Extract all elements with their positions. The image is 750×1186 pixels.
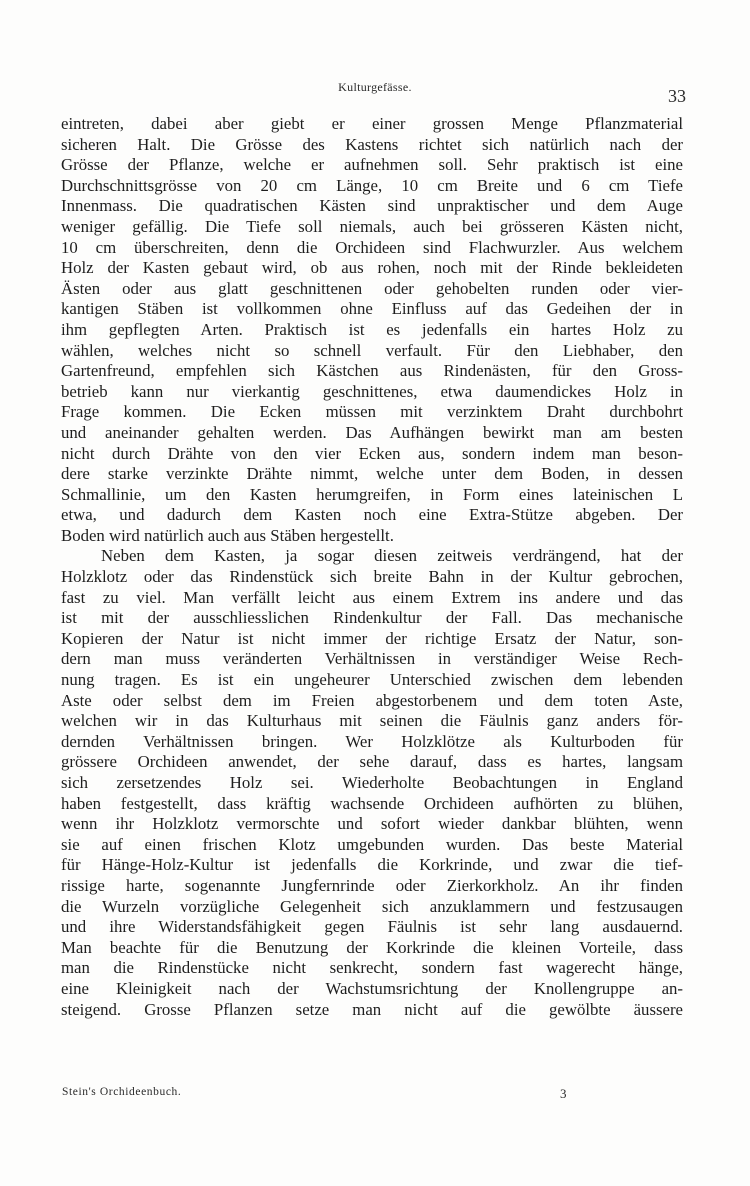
text-line: eine Kleinigkeit nach der Wachstumsrichtung der Knollengruppe an- xyxy=(61,978,683,998)
text-line: Holzklotz oder das Rindenstück sich breite Bahn in der Kultur gebrochen, xyxy=(61,567,683,587)
text-line: rissige harte, sogenannte Jungfernrinde oder Zierkorkholz. An ihr finden xyxy=(61,875,683,895)
text-line: man die Rindenstücke nicht senkrecht, sondern fast wagerecht hänge, xyxy=(61,958,683,978)
text-line: ist mit der ausschliesslichen Rindenkultur der Fall. Das mechanische xyxy=(61,608,683,628)
text-line: fast zu viel. Man verfällt leicht aus einem Extrem ins andere und das xyxy=(61,587,683,607)
text-line: nicht durch Drähte von den vier Ecken aus, sondern indem man beson- xyxy=(61,443,683,463)
text-line: Schmallinie, um den Kasten herumgreifen, in Form eines lateinischen L xyxy=(61,484,683,504)
text-line: etwa, und dadurch dem Kasten noch eine Extra-Stütze abgeben. Der xyxy=(61,505,683,525)
text-line: Neben dem Kasten, ja sogar diesen zeitweis verdrängend, hat der xyxy=(101,546,683,566)
text-line: Gartenfreund, empfehlen sich Kästchen aus Rindenästen, für den Gross- xyxy=(61,361,683,381)
text-line: steigend. Grosse Pflanzen setze man nicht auf die gewölbte äussere xyxy=(61,999,683,1019)
text-line: sie auf einen frischen Klotz umgebunden wurden. Das beste Material xyxy=(61,834,683,854)
text-line: grössere Orchideen anwendet, der sehe darauf, dass es hartes, langsam xyxy=(61,752,683,772)
text-line: dere starke verzinkte Drähte nimmt, welche unter dem Boden, in dessen xyxy=(61,464,683,484)
text-line: sicheren Halt. Die Grösse des Kastens richtet sich natürlich nach der xyxy=(61,134,683,154)
text-line: welchen wir in das Kulturhaus mit seinen die Fäulnis ganz anders för- xyxy=(61,711,683,731)
text-line: dernden Verhältnissen bringen. Wer Holzklötze als Kulturboden für xyxy=(61,731,683,751)
body-text xyxy=(61,114,683,1020)
text-line: ihm gepflegten Arten. Praktisch ist es jedenfalls ein hartes Holz zu xyxy=(61,319,683,339)
text-line: kantigen Stäben ist vollkommen ohne Einfluss auf das Gedeihen der in xyxy=(61,299,683,319)
text-line: für Hänge-Holz-Kultur ist jedenfalls die Korkrinde, und zwar die tief- xyxy=(61,855,683,875)
text-line: weniger gefällig. Die Tiefe soll niemals, auch bei grösseren Kästen nicht, xyxy=(61,216,683,236)
text-line: sich zersetzendes Holz sei. Wiederholte Beobachtungen in England xyxy=(61,773,683,792)
text-line: Durchschnittsgrösse von 20 cm Länge, 10 cm Breite und 6 cm Tiefe xyxy=(61,175,683,195)
text-line: Ästen oder aus glatt geschnittenen oder gehobelten runden oder vier- xyxy=(61,278,683,298)
text-line: wenn ihr Holzklotz vermorschte und sofort wieder dankbar blühten, wenn xyxy=(61,814,683,834)
text-line: Frage kommen. Die Ecken müssen mit verzinktem Draht durchbohrt xyxy=(61,402,683,422)
text-line: und aneinander gehalten werden. Das Aufhängen bewirkt man am besten xyxy=(61,422,683,442)
text-line: betrieb kann nur vierkantig geschnittenes, etwa daumendickes Holz in xyxy=(61,381,683,401)
text-line: eintreten, dabei aber giebt er einer grossen Menge Pflanzmaterial xyxy=(61,114,683,133)
text-line: Holz der Kasten gebaut wird, ob aus rohen, noch mit der Rinde bekleideten xyxy=(61,258,683,278)
footer-book-title: Stein's Orchideenbuch. xyxy=(62,1086,182,1098)
page-number: 33 xyxy=(668,86,686,106)
text-line: Aste oder selbst dem im Freien abgestorbenem und dem toten Aste, xyxy=(61,690,683,710)
text-line: dern man muss veränderten Verhältnissen in verständiger Weise Rech- xyxy=(61,649,683,669)
text-line: und ihre Widerstandsfähigkeit gegen Fäulnis ist sehr lang ausdauernd. xyxy=(61,917,683,937)
text-line: wählen, welches nicht so schnell verfault. Für den Liebhaber, den xyxy=(61,340,683,360)
text-line: haben festgestellt, dass kräftig wachsende Orchideen aufhörten zu blühen, xyxy=(61,793,683,813)
text-line: 10 cm überschreiten, denn die Orchideen sind Flachwurzler. Aus welchem xyxy=(61,237,683,257)
text-line: Grösse der Pflanze, welche er aufnehmen soll. Sehr praktisch ist eine xyxy=(61,155,683,175)
text-line: Kopieren der Natur ist nicht immer der richtige Ersatz der Natur, son- xyxy=(61,628,683,648)
text-line: Innenmass. Die quadratischen Kästen sind unpraktischer und dem Auge xyxy=(61,196,683,216)
footer-signature: 3 xyxy=(560,1086,567,1101)
text-line: Man beachte für die Benutzung der Korkrinde die kleinen Vorteile, dass xyxy=(61,937,683,957)
text-line: nung tragen. Es ist ein ungeheurer Unterschied zwischen dem lebenden xyxy=(61,670,683,690)
text-line: die Wurzeln vorzügliche Gelegenheit sich anzuklammern und festzusaugen xyxy=(61,896,683,916)
running-head: Kulturgefässe. xyxy=(338,80,412,94)
text-line: Boden wird natürlich auch aus Stäben hergestellt. xyxy=(61,525,394,545)
